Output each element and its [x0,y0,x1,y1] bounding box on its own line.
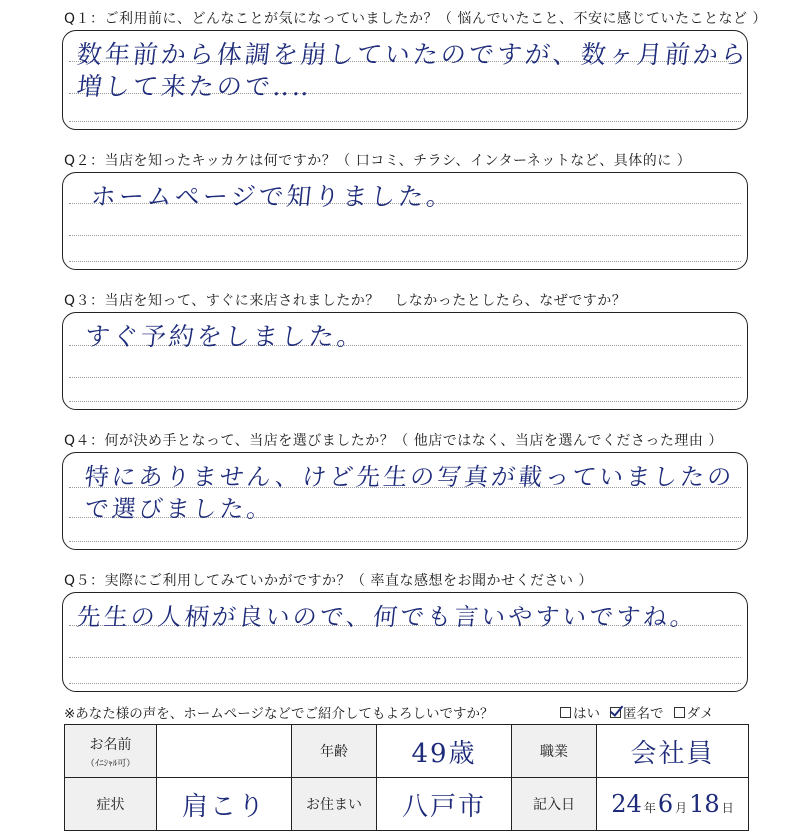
respondent-info-table [64,724,749,831]
address-label: お住まい [292,778,377,831]
symptom-value[interactable]: 肩こり [157,778,292,831]
date-day-unit: 日 [721,801,734,815]
address-value[interactable]: 八戸市 [377,778,512,831]
answer-1-box [62,30,751,130]
answer-2-box [62,172,748,270]
table-row [65,778,749,831]
answer-5-box [62,592,748,692]
question-1-label: Q１：ご利用前に、どんなことが気になっていましたか？（ 悩んでいたこと、不安に感じていたことなど ） [64,11,767,27]
date-year: 24 [611,790,642,818]
answer-5-line-1: 先生の人柄が良いので、何でも言いやすいですね。 [75,603,699,631]
name-sublabel: （ｲﾆｼｬﾙ可） [85,758,136,769]
name-label: お名前 [89,736,132,753]
date-label: 記入日 [512,778,597,831]
date-day: 18 [689,790,720,818]
name-label-cell [65,725,157,778]
date-year-unit: 年 [643,801,656,815]
answer-1-line-1: 数年前から体調を崩していたのですが、数ヶ月前から [75,40,751,69]
question-3-label: Q３：当店を知って、すぐに来店されましたか？ しなかったとしたら、なぜですか？ [64,293,627,309]
table-row [65,725,749,778]
symptom-label: 症状 [65,778,157,831]
answer-3-box [62,312,748,410]
date-month: 6 [657,790,674,818]
consent-option-anonymous[interactable] [610,702,664,722]
job-label: 職業 [512,725,597,778]
consent-option-label: 匿名で [623,706,664,722]
answer-1-line-2: 増して来たので‥‥ [75,72,314,101]
consent-option-label: ダメ [686,706,714,722]
date-month-unit: 月 [675,801,688,815]
name-value[interactable] [157,725,292,778]
job-value[interactable]: 会社員 [597,725,749,778]
age-value[interactable]: 49歳 [377,725,512,778]
consent-option-label: はい [573,706,600,722]
date-value-cell[interactable] [597,778,749,831]
age-label: 年齢 [292,725,377,778]
question-5-label: Q５：実際にご利用してみていかがですか？（ 率直な感想をお聞かせください ） [64,573,593,589]
question-4-label: Q４：何が決め手となって、当店を選びましたか？（ 他店ではなく、当店を選んでくださった理由 ） [64,433,723,449]
answer-4-line-2: で選びました。 [83,495,276,523]
checkbox-icon[interactable] [674,707,685,718]
consent-question: ※あなた様の声を、ホームページなどでご紹介してもよろしいですか？ [64,706,494,722]
question-2-label: Q２：当店を知ったキッカケは何ですか？（ 口コミ、チラシ、インターネットなど、具体的に ） [64,153,692,169]
consent-option-yes[interactable] [560,702,600,722]
answer-4-box [62,452,748,550]
checked-checkbox-icon[interactable] [610,707,621,718]
checkbox-icon[interactable] [560,707,571,718]
answer-4-line-1: 特にありません、けど先生の写真が載っていましたの [83,463,736,491]
consent-options [560,702,714,722]
consent-option-no[interactable] [674,702,714,722]
answer-2-line-1: ホームページで知りました。 [89,182,456,211]
answer-3-line-1: すぐ予約をしました。 [83,322,367,351]
